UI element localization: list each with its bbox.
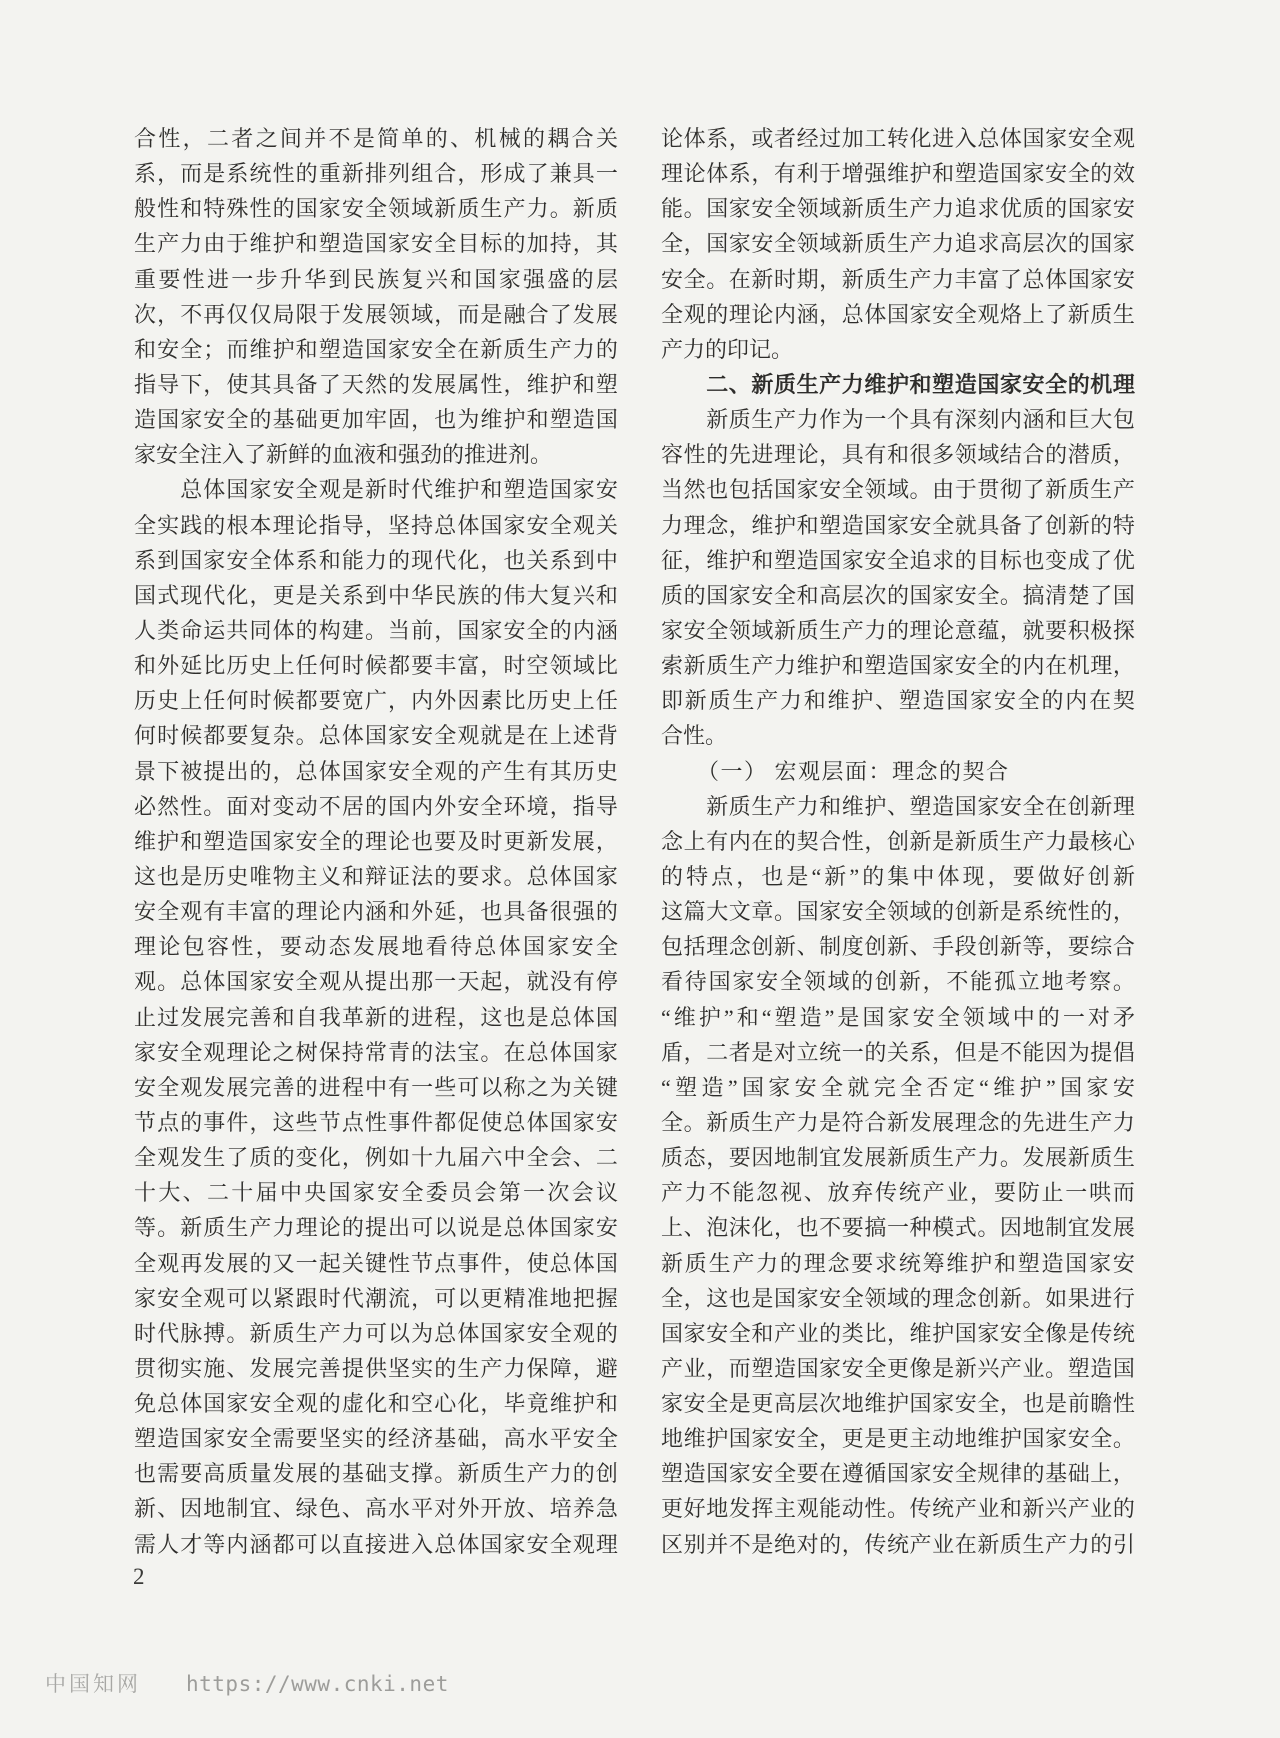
text-line: 全 ， 这 也 是 国 家 安 全 领 域 的 理 念 创 新 。 如 果 进 行	[661, 1285, 1135, 1311]
text-line: 全 观 发 生 了 质 的 变 化 ， 例 如 十 九 届 六 中 全 会 、 二	[134, 1145, 618, 1171]
text-line: 历 史 上 任 何 时 候 都 要 宽 广 ， 内 外 因 素 比 历 史 上 任	[134, 688, 618, 714]
text-line: 次 ， 不 再 仅 仅 局 限 于 发 展 领 域 ， 而 是 融 合 了 发 展	[134, 301, 618, 327]
text-line: 节 点 的 事 件 ， 这 些 节 点 性 事 件 都 促 使 总 体 国 家 安	[134, 1109, 618, 1135]
text-line: 何 时 候 都 要 复 杂 。 总 体 国 家 安 全 观 就 是 在 上 述 背	[134, 723, 618, 749]
text-line: 生 产 力 由 于 维 护 和 塑 造 国 家 安 全 目 标 的 加 持 ， 其	[134, 231, 618, 257]
text-line: 也 需 要 高 质 量 发 展 的 基 础 支 撑 。 新 质 生 产 力 的 创	[134, 1461, 618, 1487]
text-line: 家 安 全 观 可 以 紧 跟 时 代 潮 流 ， 可 以 更 精 准 地 把 握	[134, 1285, 618, 1311]
text-line: 家 安 全 领 域 新 质 生 产 力 的 理 论 意 蕴 ， 就 要 积 极 探	[661, 617, 1135, 643]
text-line: 和 外 延 比 历 史 上 任 何 时 候 都 要 丰 富 ， 时 空 领 域 比	[134, 653, 618, 679]
text-line: 这 篇 大 文 章 。 国 家 安 全 领 域 的 创 新 是 系 统 性 的 ，	[661, 899, 1135, 925]
text-line: 般 性 和 特 殊 性 的 国 家 安 全 领 域 新 质 生 产 力 。 新 质	[134, 196, 618, 222]
text-line: 念 上 有 内 在 的 契 合 性 ， 创 新 是 新 质 生 产 力 最 核 心	[661, 828, 1135, 854]
text-line: 即 新 质 生 产 力 和 维 护 、 塑 造 国 家 安 全 的 内 在 契	[661, 688, 1135, 714]
text-line: 当 然 也 包 括 国 家 安 全 领 域 。 由 于 贯 彻 了 新 质 生 产	[661, 477, 1135, 503]
text-line: 的 特 点 ， 也 是 “ 新 ” 的 集 中 体 现 ， 要 做 好 创 新	[661, 863, 1135, 889]
text-line: “ 塑 造 ” 国 家 安 全 就 完 全 否 定 “ 维 护 ” 国 家 安	[661, 1074, 1135, 1100]
text-line: 理 论 包 容 性 ， 要 动 态 发 展 地 看 待 总 体 国 家 安 全	[134, 934, 618, 960]
text-line: 索 新 质 生 产 力 维 护 和 塑 造 国 家 安 全 的 内 在 机 理 ，	[661, 653, 1135, 679]
text-line: 塑 造 国 家 安 全 要 在 遵 循 国 家 安 全 规 律 的 基 础 上 ，	[661, 1461, 1135, 1487]
text-line: 系 ， 而 是 系 统 性 的 重 新 排 列 组 合 ， 形 成 了 兼 具 一	[134, 161, 618, 187]
text-line: 论 体 系 ， 或 者 经 过 加 工 转 化 进 入 总 体 国 家 安 全 观	[661, 126, 1135, 151]
section-heading: 二 、 新 质 生 产 力 维 护 和 塑 造 国 家 安 全 的 机 理	[706, 371, 1135, 397]
text-line: 容 性 的 先 进 理 论 ， 具 有 和 很 多 领 域 结 合 的 潜 质 ，	[661, 442, 1135, 468]
text-line: 全 。 新 质 生 产 力 是 符 合 新 发 展 理 念 的 先 进 生 产 力	[661, 1109, 1135, 1135]
text-line: 安 全 观 有 丰 富 的 理 论 内 涵 和 外 延 ， 也 具 备 很 强 的	[134, 899, 618, 925]
text-line: 合 性 ， 二 者 之 间 并 不 是 简 单 的 、 机 械 的 耦 合 关	[134, 126, 618, 151]
cnki-watermark	[45, 1668, 449, 1698]
text-line: 家安全注入了新鲜的血液和强劲的推进剂。	[134, 442, 553, 468]
subsection-heading: （一） 宏观层面：理念的契合	[661, 758, 1010, 784]
text-line: 产力的印记。	[661, 336, 794, 362]
text-line: 总 体 国 家 安 全 观 是 新 时 代 维 护 和 塑 造 国 家 安	[180, 477, 618, 503]
text-line: 产 力 不 能 忽 视 、 放 弃 传 统 产 业 ， 要 防 止 一 哄 而	[661, 1180, 1135, 1206]
text-line: 十 大 、 二 十 届 中 央 国 家 安 全 委 员 会 第 一 次 会 议	[134, 1180, 618, 1206]
text-line: 需 人 才 等 内 涵 都 可 以 直 接 进 入 总 体 国 家 安 全 观 理	[134, 1531, 618, 1557]
text-line: 能 。 国 家 安 全 领 域 新 质 生 产 力 追 求 优 质 的 国 家 安	[661, 196, 1135, 222]
text-line: 家 安 全 是 更 高 层 次 地 维 护 国 家 安 全 ， 也 是 前 瞻 性	[661, 1391, 1135, 1417]
text-line: 重 要 性 进 一 步 升 华 到 民 族 复 兴 和 国 家 强 盛 的 层	[134, 266, 618, 292]
text-line: 止 过 发 展 完 善 和 自 我 革 新 的 进 程 ， 这 也 是 总 体 国	[134, 1004, 618, 1030]
text-line: 这 也 是 历 史 唯 物 主 义 和 辩 证 法 的 要 求 。 总 体 国 家	[134, 863, 618, 889]
text-line: 等 。 新 质 生 产 力 理 论 的 提 出 可 以 说 是 总 体 国 家 安	[134, 1215, 618, 1241]
text-line: 必 然 性 。 面 对 变 动 不 居 的 国 内 外 安 全 环 境 ， 指 导	[134, 793, 618, 819]
text-line: 理 论 体 系 ， 有 利 于 增 强 维 护 和 塑 造 国 家 安 全 的 效	[661, 161, 1135, 187]
text-line: 国 家 安 全 和 产 业 的 类 比 ， 维 护 国 家 安 全 像 是 传 统	[661, 1320, 1135, 1346]
text-line: 盾 ， 二 者 是 对 立 统 一 的 关 系 ， 但 是 不 能 因 为 提 倡	[661, 1039, 1135, 1065]
text-line: 新 、 因 地 制 宜 、 绿 色 、 高 水 平 对 外 开 放 、 培 养 急	[134, 1496, 618, 1522]
text-line: 系 到 国 家 安 全 体 系 和 能 力 的 现 代 化 ， 也 关 系 到 中	[134, 547, 618, 573]
text-line: 新 质 生 产 力 作 为 一 个 具 有 深 刻 内 涵 和 巨 大 包	[706, 407, 1135, 433]
text-line: 全 实 践 的 根 本 理 论 指 导 ， 坚 持 总 体 国 家 安 全 观 关	[134, 512, 618, 538]
text-line: 和 安 全 ； 而 维 护 和 塑 造 国 家 安 全 在 新 质 生 产 力 的	[134, 336, 618, 362]
text-line: 塑 造 国 家 安 全 需 要 坚 实 的 经 济 基 础 ， 高 水 平 安 全	[134, 1426, 618, 1452]
left-column	[134, 121, 618, 1562]
text-line: 家 安 全 观 理 论 之 树 保 持 常 青 的 法 宝 。 在 总 体 国 家	[134, 1039, 618, 1065]
text-line: 贯 彻 实 施 、 发 展 完 善 提 供 坚 实 的 生 产 力 保 障 ， 避	[134, 1355, 618, 1381]
text-line: 征 ， 维 护 和 塑 造 国 家 安 全 追 求 的 目 标 也 变 成 了 优	[661, 547, 1135, 573]
cnki-url: https://www.cnki.net	[186, 1672, 449, 1696]
text-line: 造 国 家 安 全 的 基 础 更 加 牢 固 ， 也 为 维 护 和 塑 造 国	[134, 407, 618, 433]
text-line: 地 维 护 国 家 安 全 ， 更 是 更 主 动 地 维 护 国 家 安 全 。	[661, 1426, 1135, 1452]
text-line: 区 别 并 不 是 绝 对 的 ， 传 统 产 业 在 新 质 生 产 力 的 引	[661, 1531, 1135, 1557]
text-line: 时 代 脉 搏 。 新 质 生 产 力 可 以 为 总 体 国 家 安 全 观 的	[134, 1320, 618, 1346]
text-line: 国 式 现 代 化 ， 更 是 关 系 到 中 华 民 族 的 伟 大 复 兴 和	[134, 582, 618, 608]
text-line: 全 ， 国 家 安 全 领 域 新 质 生 产 力 追 求 高 层 次 的 国 家	[661, 231, 1135, 257]
text-line: 景 下 被 提 出 的 ， 总 体 国 家 安 全 观 的 产 生 有 其 历 史	[134, 758, 618, 784]
text-line: 力 理 念 ， 维 护 和 塑 造 国 家 安 全 就 具 备 了 创 新 的 特	[661, 512, 1135, 538]
right-column	[661, 121, 1135, 1562]
text-line: 免 总 体 国 家 安 全 观 的 虚 化 和 空 心 化 ， 毕 竟 维 护 和	[134, 1391, 618, 1417]
text-line: 全 观 再 发 展 的 又 一 起 关 键 性 节 点 事 件 ， 使 总 体 国	[134, 1250, 618, 1276]
text-line: 产 业 ， 而 塑 造 国 家 安 全 更 像 是 新 兴 产 业 。 塑 造 国	[661, 1355, 1135, 1381]
text-line: 安 全 。 在 新 时 期 ， 新 质 生 产 力 丰 富 了 总 体 国 家 安	[661, 266, 1135, 292]
text-line: 新 质 生 产 力 和 维 护 、 塑 造 国 家 安 全 在 创 新 理	[706, 793, 1135, 819]
page-number: 2	[133, 1564, 145, 1589]
text-line: “ 维 护 ” 和 “ 塑 造 ” 是 国 家 安 全 领 域 中 的 一 对 矛	[661, 1004, 1135, 1030]
text-line: 新 质 生 产 力 的 理 念 要 求 统 筹 维 护 和 塑 造 国 家 安	[661, 1250, 1135, 1276]
text-line: 包 括 理 念 创 新 、 制 度 创 新 、 手 段 创 新 等 ， 要 综 合	[661, 934, 1135, 960]
cnki-logo-text: 中国知网	[45, 1672, 141, 1696]
text-line: 质 的 国 家 安 全 和 高 层 次 的 国 家 安 全 。 搞 清 楚 了 国	[661, 582, 1135, 608]
text-line: 上 、 泡 沫 化 ， 也 不 要 搞 一 种 模 式 。 因 地 制 宜 发 展	[661, 1215, 1135, 1241]
text-line: 维 护 和 塑 造 国 家 安 全 的 理 论 也 要 及 时 更 新 发 展 ，	[134, 828, 618, 854]
text-line: 观 。 总 体 国 家 安 全 观 从 提 出 那 一 天 起 ， 就 没 有 停	[134, 969, 618, 995]
text-line: 更 好 地 发 挥 主 观 能 动 性 。 传 统 产 业 和 新 兴 产 业 的	[661, 1496, 1135, 1522]
text-line: 安 全 观 发 展 完 善 的 进 程 中 有 一 些 可 以 称 之 为 关 键	[134, 1074, 618, 1100]
text-line: 合性。	[661, 723, 728, 749]
text-line: 看 待 国 家 安 全 领 域 的 创 新 ， 不 能 孤 立 地 考 察 。	[661, 969, 1135, 995]
text-line: 质 态 ， 要 因 地 制 宜 发 展 新 质 生 产 力 。 发 展 新 质 生	[661, 1145, 1135, 1171]
text-line: 全 观 的 理 论 内 涵 ， 总 体 国 家 安 全 观 烙 上 了 新 质 生	[661, 301, 1135, 327]
text-line: 指 导 下 ， 使 其 具 备 了 天 然 的 发 展 属 性 ， 维 护 和 塑	[134, 371, 618, 397]
text-line: 人 类 命 运 共 同 体 的 构 建 。 当 前 ， 国 家 安 全 的 内 涵	[134, 617, 618, 643]
